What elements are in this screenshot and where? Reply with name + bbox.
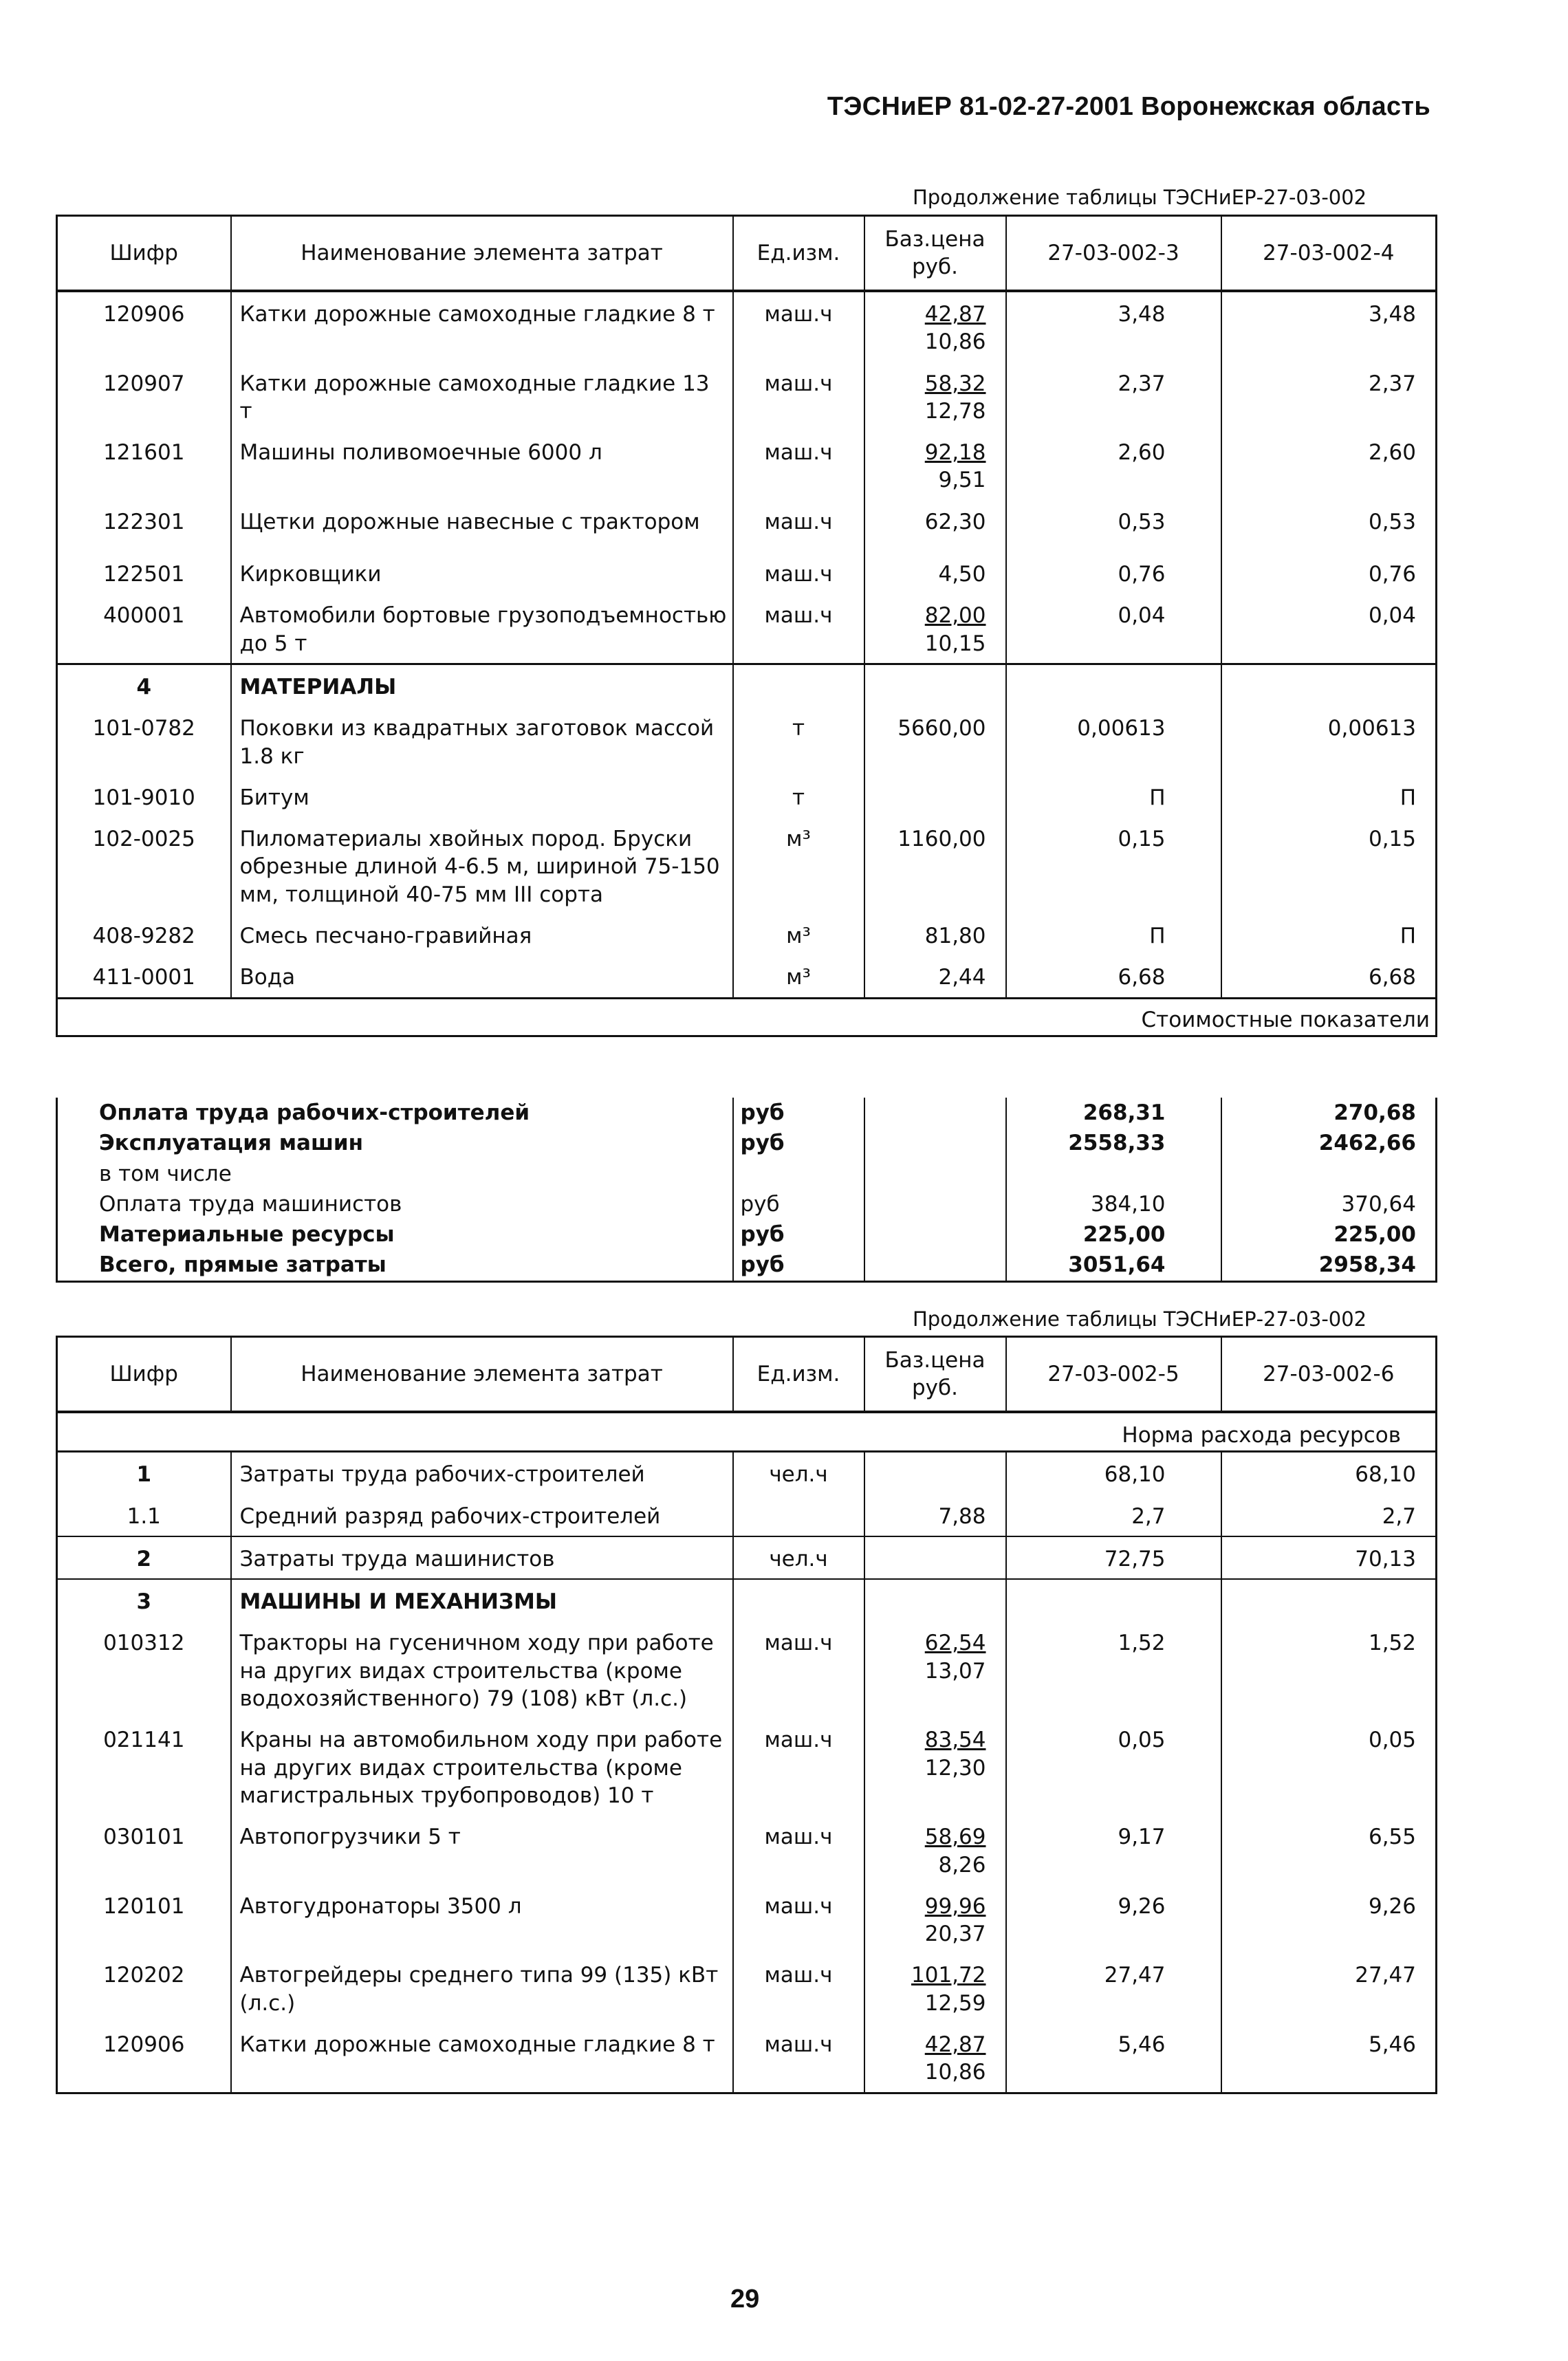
price-total: 58,69 xyxy=(924,1825,986,1850)
summary-value-b: 370,64 xyxy=(1341,1191,1416,1217)
row-norm-b: 6,55 xyxy=(1368,1825,1416,1850)
table-row xyxy=(57,914,1437,955)
row-code: 120906 xyxy=(57,2023,231,2093)
row-name: Автомобили бортовые грузоподъемностью до 5 т xyxy=(231,594,733,664)
row-unit: маш.ч xyxy=(733,594,864,664)
row-norm-b: 0,00613 xyxy=(1327,716,1416,741)
row-code: 120907 xyxy=(57,362,231,431)
empty-cell xyxy=(1221,664,1437,706)
table-row xyxy=(57,2023,1437,2093)
summary-row xyxy=(57,1250,1437,1281)
col-name-header: Наименование элемента затрат xyxy=(231,216,733,292)
empty-cell xyxy=(864,1579,1006,1621)
summary-label: Оплата труда машинистов xyxy=(57,1189,733,1219)
section-number: 3 xyxy=(57,1579,231,1621)
row-code: 121601 xyxy=(57,431,231,500)
row-code: 1 xyxy=(57,1452,231,1494)
row-unit: маш.ч xyxy=(733,1953,864,2023)
summary-value-a: 2558,33 xyxy=(1006,1128,1221,1158)
summary-label: Эксплуатация машин xyxy=(57,1128,733,1158)
row-name: Катки дорожные самоходные гладкие 8 т xyxy=(231,291,733,362)
table-row xyxy=(57,1494,1437,1536)
table-row xyxy=(57,817,1437,914)
row-norm-b: 0,53 xyxy=(1368,509,1416,534)
row-name: Средний разряд рабочих-строителей xyxy=(231,1494,733,1536)
summary-unit: руб xyxy=(733,1098,864,1128)
row-price xyxy=(864,776,1006,817)
row-norm-a: 2,37 xyxy=(1006,362,1221,431)
row-code: 411-0001 xyxy=(57,955,231,998)
row-unit: м³ xyxy=(733,914,864,955)
table1-caption: Продолжение таблицы ТЭСНиЕР-27-03-002 xyxy=(913,186,1367,209)
price-total: 99,96 xyxy=(924,1893,986,1919)
row-norm-a: 3,48 xyxy=(1006,291,1221,362)
row-norm-b: П xyxy=(1400,924,1416,949)
row-code: 021141 xyxy=(57,1718,231,1815)
row-unit: маш.ч xyxy=(733,552,864,594)
row-code: 030101 xyxy=(57,1815,231,1884)
price-total: 82,00 xyxy=(924,603,986,629)
norm-caption-row xyxy=(57,1412,1437,1452)
empty-cell xyxy=(864,1159,1006,1189)
row-price xyxy=(864,1953,1006,2023)
empty-cell xyxy=(733,664,864,706)
empty-cell xyxy=(864,1189,1006,1219)
empty-cell xyxy=(864,1219,1006,1250)
col-norm-b-header: 27-03-002-4 xyxy=(1221,216,1437,292)
row-price xyxy=(864,1884,1006,1954)
row-norm-b: 9,26 xyxy=(1368,1893,1416,1919)
empty-cell xyxy=(1221,1579,1437,1621)
row-code: 408-9282 xyxy=(57,914,231,955)
row-code: 120101 xyxy=(57,1884,231,1954)
summary-value-a: 3051,64 xyxy=(1006,1250,1221,1281)
row-code: 400001 xyxy=(57,594,231,664)
row-code: 120906 xyxy=(57,291,231,362)
table-row xyxy=(57,431,1437,500)
row-unit: маш.ч xyxy=(733,1718,864,1815)
row-unit: м³ xyxy=(733,955,864,998)
row-norm-a: 0,04 xyxy=(1006,594,1221,664)
table-row xyxy=(57,776,1437,817)
row-unit: маш.ч xyxy=(733,431,864,500)
row-price xyxy=(864,1718,1006,1815)
row-price: 62,30 xyxy=(864,500,1006,552)
summary-label: Всего, прямые затраты xyxy=(57,1250,733,1281)
row-unit: маш.ч xyxy=(733,1815,864,1884)
table1-header-row xyxy=(57,216,1437,292)
section-title: МАШИНЫ И МЕХАНИЗМЫ xyxy=(231,1579,733,1621)
row-unit: маш.ч xyxy=(733,291,864,362)
row-name: Катки дорожные самоходные гладкие 8 т xyxy=(231,2023,733,2093)
row-name: Смесь песчано-гравийная xyxy=(231,914,733,955)
row-norm-a: 9,26 xyxy=(1006,1884,1221,1954)
table2-header-row xyxy=(57,1337,1437,1413)
table-row xyxy=(57,1718,1437,1815)
row-unit: маш.ч xyxy=(733,2023,864,2093)
summary-unit: руб xyxy=(733,1189,864,1219)
row-unit: маш.ч xyxy=(733,1621,864,1718)
section-title: МАТЕРИАЛЫ xyxy=(231,664,733,706)
price-wage: 12,59 xyxy=(924,1990,986,2016)
summary-value-a: 268,31 xyxy=(1006,1098,1221,1128)
row-code: 010312 xyxy=(57,1621,231,1718)
price-wage: 13,07 xyxy=(924,1658,986,1684)
price-wage: 9,51 xyxy=(938,468,986,493)
row-price xyxy=(864,1452,1006,1494)
col-price-header: Баз.цена руб. xyxy=(864,216,1006,292)
row-unit: м³ xyxy=(733,817,864,914)
row-price: 5660,00 xyxy=(864,706,1006,776)
price-total: 83,54 xyxy=(924,1728,986,1753)
row-code: 102-0025 xyxy=(57,817,231,914)
row-price xyxy=(864,594,1006,664)
row-price xyxy=(864,291,1006,362)
table-row xyxy=(57,594,1437,664)
row-price: 81,80 xyxy=(864,914,1006,955)
row-norm-b: 70,13 xyxy=(1221,1536,1437,1579)
row-price: 1160,00 xyxy=(864,817,1006,914)
col-price-header: Баз.цена руб. xyxy=(864,1337,1006,1413)
table2-caption: Продолжение таблицы ТЭСНиЕР-27-03-002 xyxy=(913,1307,1367,1331)
row-code: 101-0782 xyxy=(57,706,231,776)
row-norm-a: 2,7 xyxy=(1006,1494,1221,1536)
row-code: 122501 xyxy=(57,552,231,594)
row-name: Катки дорожные самоходные гладкие 13 т xyxy=(231,362,733,431)
summary-unit: руб xyxy=(733,1219,864,1250)
row-unit: т xyxy=(733,706,864,776)
price-total: 101,72 xyxy=(911,1963,986,1988)
price-total: 62,54 xyxy=(924,1631,986,1656)
row-name: Тракторы на гусеничном ходу при работе на других видах строительства (кроме водохозяйственного) 79 (108) кВт (л.с.) xyxy=(231,1621,733,1718)
row-name: Пиломатериалы хвойных пород. Бруски обрезные длиной 4-6.5 м, шириной 75-150 мм, толщиной 40-75 мм III сорта xyxy=(231,817,733,914)
table-row xyxy=(57,1815,1437,1884)
col-code-header: Шифр xyxy=(57,1337,231,1413)
row-name: Битум xyxy=(231,776,733,817)
row-norm-a: 0,15 xyxy=(1006,817,1221,914)
empty-cell xyxy=(864,664,1006,706)
row-price xyxy=(864,2023,1006,2093)
row-norm-a: 0,00613 xyxy=(1006,706,1221,776)
row-norm-a: 0,05 xyxy=(1006,1718,1221,1815)
price-total: 42,87 xyxy=(924,302,986,327)
resource-table-1 xyxy=(56,215,1437,1037)
page-number: 29 xyxy=(730,2285,760,2314)
row-name: Машины поливомоечные 6000 л xyxy=(231,431,733,500)
row-name: Автопогрузчики 5 т xyxy=(231,1815,733,1884)
price-wage: 10,86 xyxy=(924,329,986,355)
summary-label: в том числе xyxy=(57,1159,733,1189)
row-code: 2 xyxy=(57,1536,231,1579)
row-price xyxy=(864,362,1006,431)
table-row xyxy=(57,1536,1437,1579)
row-norm-b: 0,76 xyxy=(1368,562,1416,587)
row-price: 7,88 xyxy=(864,1494,1006,1536)
row-price xyxy=(864,431,1006,500)
row-norm-b: 6,68 xyxy=(1221,955,1437,998)
row-name: Затраты труда рабочих-строителей xyxy=(231,1452,733,1494)
empty-cell xyxy=(864,1098,1006,1128)
row-norm-a: 5,46 xyxy=(1006,2023,1221,2093)
summary-value-b: 225,00 xyxy=(1333,1222,1416,1248)
table-row xyxy=(57,706,1437,776)
row-norm-b: 27,47 xyxy=(1355,1963,1416,1988)
row-name: Автогрейдеры среднего типа 99 (135) кВт (л.с.) xyxy=(231,1953,733,2023)
price-wage: 12,78 xyxy=(924,398,986,424)
row-code: 101-9010 xyxy=(57,776,231,817)
summary-value-a: 225,00 xyxy=(1006,1219,1221,1250)
summary-value-b: 2462,66 xyxy=(1318,1131,1416,1156)
norm-caption: Норма расхода ресурсов xyxy=(57,1412,1437,1452)
col-norm-a-header: 27-03-002-5 xyxy=(1006,1337,1221,1413)
row-norm-a: 27,47 xyxy=(1006,1953,1221,2023)
section-row xyxy=(57,664,1437,706)
table-row xyxy=(57,1953,1437,2023)
col-unit-header: Ед.изм. xyxy=(733,216,864,292)
row-unit: маш.ч xyxy=(733,1884,864,1954)
price-wage: 10,86 xyxy=(924,2060,986,2085)
section-number: 4 xyxy=(57,664,231,706)
row-name: Поковки из квадратных заготовок массой 1.8 кг xyxy=(231,706,733,776)
summary-value-a xyxy=(1006,1159,1221,1189)
row-norm-a: 9,17 xyxy=(1006,1815,1221,1884)
row-price: 2,44 xyxy=(864,955,1006,998)
row-unit: маш.ч xyxy=(733,362,864,431)
document-title: ТЭСНиЕР 81-02-27-2001 Воронежская область xyxy=(827,92,1430,121)
row-norm-b: П xyxy=(1400,785,1416,810)
summary-unit: руб xyxy=(733,1250,864,1281)
table-row xyxy=(57,291,1437,362)
price-wage: 8,26 xyxy=(938,1852,986,1878)
row-norm-a: 68,10 xyxy=(1006,1452,1221,1494)
table-row xyxy=(57,1884,1437,1954)
row-norm-a: 1,52 xyxy=(1006,1621,1221,1718)
price-wage: 10,15 xyxy=(924,631,986,656)
row-name: Кирковщики xyxy=(231,552,733,594)
row-norm-a: 2,60 xyxy=(1006,431,1221,500)
summary-value-a: 384,10 xyxy=(1006,1189,1221,1219)
table-row xyxy=(57,500,1437,552)
summary-label: Оплата труда рабочих-строителей xyxy=(57,1098,733,1128)
row-price xyxy=(864,1621,1006,1718)
col-code-header: Шифр xyxy=(57,216,231,292)
summary-row xyxy=(57,1189,1437,1219)
summary-unit: руб xyxy=(733,1128,864,1158)
row-code: 1.1 xyxy=(57,1494,231,1536)
summary-label: Материальные ресурсы xyxy=(57,1219,733,1250)
row-name: Вода xyxy=(231,955,733,998)
row-price: 4,50 xyxy=(864,552,1006,594)
table-row xyxy=(57,1621,1437,1718)
col-norm-a-header: 27-03-002-3 xyxy=(1006,216,1221,292)
empty-cell xyxy=(864,1128,1006,1158)
empty-cell xyxy=(1006,1579,1221,1621)
row-norm-b: 1,52 xyxy=(1368,1631,1416,1656)
summary-row xyxy=(57,1159,1437,1189)
empty-cell xyxy=(733,1579,864,1621)
col-name-header: Наименование элемента затрат xyxy=(231,1337,733,1413)
row-unit: чел.ч xyxy=(733,1452,864,1494)
row-norm-a: 0,53 xyxy=(1006,500,1221,552)
row-name: Затраты труда машинистов xyxy=(231,1536,733,1579)
row-name: Щетки дорожные навесные с трактором xyxy=(231,500,733,552)
row-norm-a: 0,76 xyxy=(1006,552,1221,594)
table-row xyxy=(57,362,1437,431)
row-name: Краны на автомобильном ходу при работе на других видах строительства (кроме магистральных трубопроводов) 10 т xyxy=(231,1718,733,1815)
summary-caption: Стоимостные показатели xyxy=(57,998,1437,1036)
table-row xyxy=(57,1452,1437,1494)
price-total: 58,32 xyxy=(924,371,986,396)
row-norm-b: 0,15 xyxy=(1368,827,1416,852)
summary-row xyxy=(57,1098,1437,1128)
row-norm-b: 3,48 xyxy=(1368,302,1416,327)
row-unit: маш.ч xyxy=(733,500,864,552)
empty-cell xyxy=(1006,664,1221,706)
summary-caption-row xyxy=(57,998,1437,1036)
row-price xyxy=(864,1815,1006,1884)
row-norm-b: 2,37 xyxy=(1368,371,1416,396)
price-total: 92,18 xyxy=(924,440,986,466)
summary-value-b: 270,68 xyxy=(1333,1100,1416,1125)
row-price xyxy=(864,1536,1006,1579)
table-row xyxy=(57,552,1437,594)
resource-table-2 xyxy=(56,1336,1437,2094)
price-total: 42,87 xyxy=(924,2032,986,2058)
row-unit xyxy=(733,1494,864,1536)
empty-cell xyxy=(864,1250,1006,1281)
row-norm-b: 0,05 xyxy=(1368,1728,1416,1753)
row-unit: чел.ч xyxy=(733,1536,864,1579)
row-norm-a: 6,68 xyxy=(1006,955,1221,998)
summary-row xyxy=(57,1219,1437,1250)
section-row xyxy=(57,1579,1437,1621)
table-row xyxy=(57,955,1437,998)
cost-summary-table xyxy=(56,1098,1437,1283)
row-code: 120202 xyxy=(57,1953,231,2023)
price-wage: 12,30 xyxy=(924,1755,986,1781)
row-norm-b: 5,46 xyxy=(1368,2032,1416,2058)
summary-unit xyxy=(733,1159,864,1189)
col-norm-b-header: 27-03-002-6 xyxy=(1221,1337,1437,1413)
summary-value-b xyxy=(1221,1159,1437,1189)
row-norm-b: 68,10 xyxy=(1355,1462,1416,1488)
row-unit: т xyxy=(733,776,864,817)
row-norm-b: 0,04 xyxy=(1368,603,1416,629)
row-norm-b: 2,7 xyxy=(1382,1503,1416,1529)
price-wage: 20,37 xyxy=(924,1922,986,1947)
summary-row xyxy=(57,1128,1437,1158)
row-norm-a: П xyxy=(1006,914,1221,955)
row-name: Автогудронаторы 3500 л xyxy=(231,1884,733,1954)
row-norm-a: 72,75 xyxy=(1006,1536,1221,1579)
col-unit-header: Ед.изм. xyxy=(733,1337,864,1413)
row-norm-a: П xyxy=(1006,776,1221,817)
summary-value-b: 2958,34 xyxy=(1318,1252,1416,1278)
row-code: 122301 xyxy=(57,500,231,552)
row-norm-b: 2,60 xyxy=(1368,440,1416,466)
